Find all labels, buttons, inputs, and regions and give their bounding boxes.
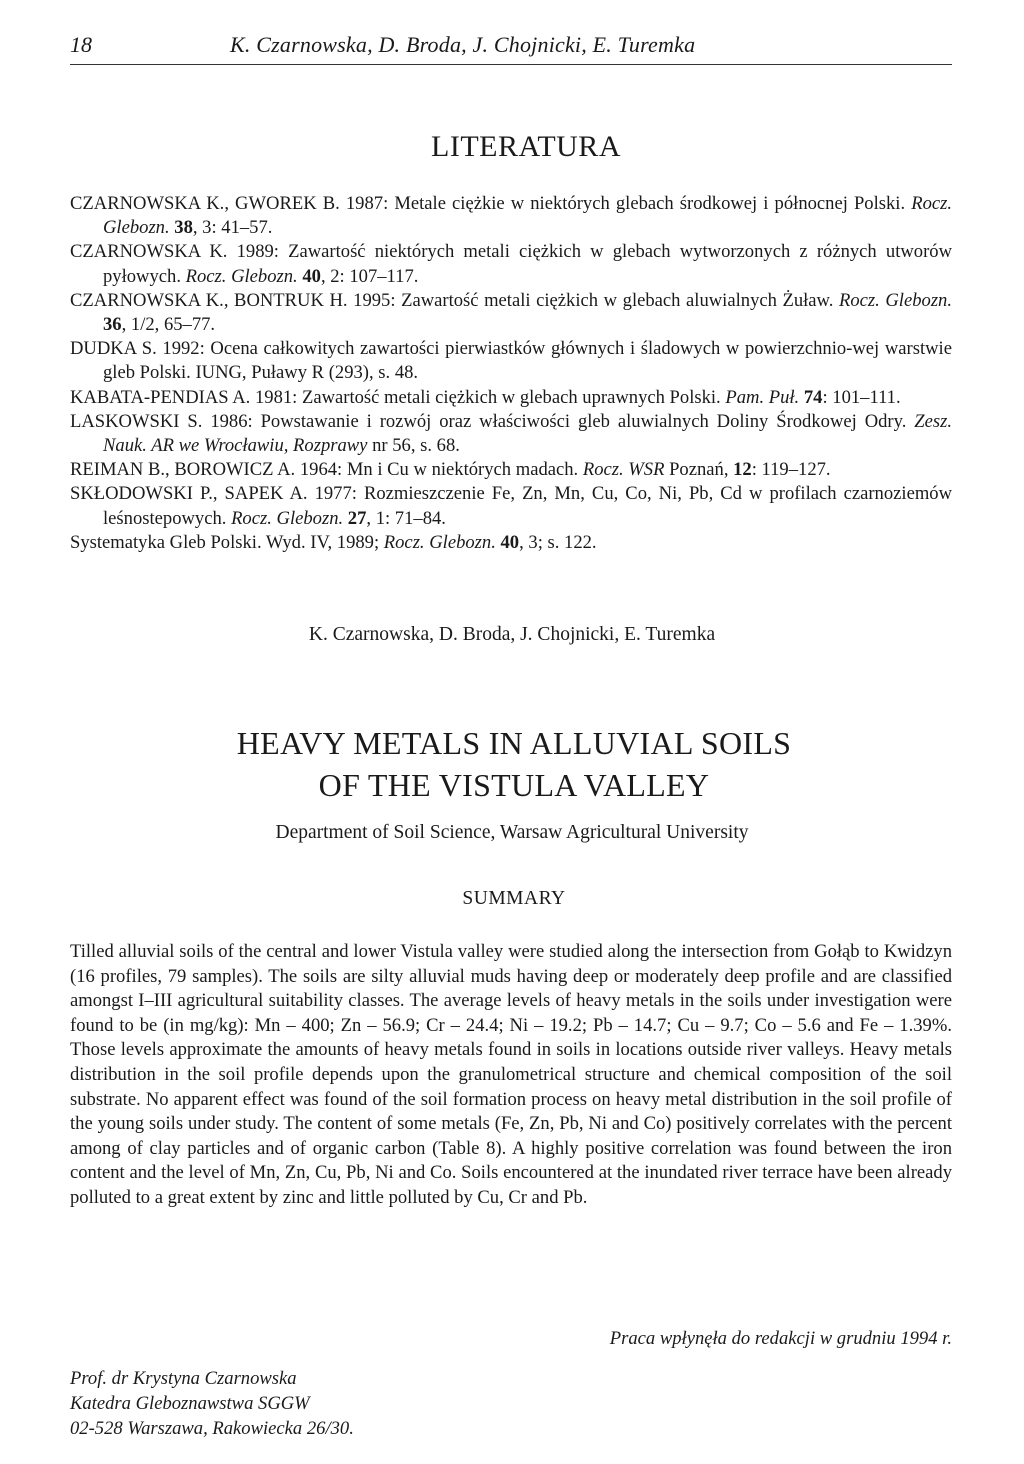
page-number: 18 (70, 32, 92, 57)
department: Department of Soil Science, Warsaw Agricultural University (275, 822, 749, 843)
reference-text: nr 56, s. 68. (367, 435, 460, 457)
reference-text: : 101–111. (822, 386, 901, 408)
journal-name: Zesz. Nauk. AR we Wrocławiu, Rozprawy (103, 410, 952, 457)
volume-number: 27 (347, 507, 367, 529)
reference-entry (70, 410, 952, 458)
reference-text: , 1: 71–84. (366, 507, 446, 529)
summary-paragraph: Tilled alluvial soils of the central and lower Vistula valley were studied along the intersection from Gołąb to Kwidzyn (16 profiles, 79 samples). The soils are silty alluvial muds having deep or moderately deep profile and are classified amongst I–III agricultural suitability classes. The average levels of heavy metals in the soils under investigation were found to be (in mg/kg): Mn – 400; Zn – 56.9; Cr – 24.4; Ni – 19.2; Pb – 14.7; Cu – 9.7; Co – 5.6 and Fe – 1.39%. Those levels approximate the amounts of heavy metals found in soils in locations outside river valleys. Heavy metals distribution in the soil profile depends upon the granulometrical structure and chemical composition of the soil substrate. No apparent effect was found of the soil formation process on heavy metal distribution in the soil profile of the young soils under study. The content of some metals (Fe, Zn, Pb, Ni and Co) positively correlates with the percent among of clay particles and of organic carbon (Table 8). A highly positive correlation was found between the iron content and the level of Mn, Zn, Cu, Pb, Ni and Co. Soils encountered at the inundated river terrace have been already polluted to a great extent by zinc and little polluted by Cu, Cr and Pb. (70, 941, 952, 1208)
reference-text: 1977: Rozmieszczenie Fe, Zn, Mn, Cu, Co, Ni, Pb, Cd w profilach czarnoziemów leśnostepowych. (103, 483, 953, 529)
journal-name: Rocz. Glebozn. (231, 507, 344, 529)
reference-authors: CZARNOWSKA K. (70, 241, 228, 263)
author-address (70, 1366, 354, 1441)
reference-entry (70, 240, 952, 288)
title-line-2: OF THE VISTULA VALLEY (318, 767, 710, 803)
journal-name: Rocz. WSR (582, 459, 665, 481)
article-title (0, 722, 1024, 806)
address-line-1: Prof. dr Krystyna Czarnowska (70, 1368, 297, 1389)
reference-text: 1992: Ocena całkowitych zawartości pierwiastków głównych i śladowych w powierzchnio-wej warstwie gleb Polski. IUNG, Puławy R (293), s. 48. (103, 338, 952, 384)
reference-list (70, 192, 952, 555)
reference-text: 1987: Metale ciężkie w niektórych glebach środkowej i północnej Polski. (339, 193, 912, 214)
reference-authors: SKŁODOWSKI P., SAPEK A. (70, 483, 308, 505)
journal-name: Rocz. Glebozn. (383, 531, 496, 553)
journal-name: Rocz. Glebozn. (839, 289, 953, 311)
address-line-3: 02-528 Warszawa, Rakowiecka 26/30. (70, 1418, 354, 1439)
literature-heading (0, 130, 1024, 164)
volume-number: 12 (733, 459, 752, 481)
reference-authors: REIMAN B., BOROWICZ A. (70, 459, 296, 481)
reference-entry (70, 386, 952, 410)
reference-text: , 1/2, 65–77. (121, 314, 216, 336)
reference-text: 1989: Zawartość niektórych metali ciężkich w glebach wytworzonych z różnych utworów pyłowych. (103, 241, 953, 287)
summary-body (70, 940, 952, 1211)
reference-authors: KABATA-PENDIAS A. (70, 386, 251, 408)
volume-number: 40 (302, 265, 321, 287)
journal-name: Rocz. Glebozn. (185, 265, 298, 287)
running-header (70, 30, 952, 65)
summary-heading-text: SUMMARY (462, 888, 566, 909)
reference-entry (70, 458, 952, 482)
reference-text: , 3; s. 122. (519, 531, 597, 553)
reference-text: 1986: Powstawanie i rozwój oraz właściwości gleb aluwialnych Doliny Środkowej Odry. (202, 410, 915, 432)
reference-entry (70, 192, 952, 240)
english-authors: K. Czarnowska, D. Broda, J. Chojnicki, E. Turemka (308, 624, 716, 645)
reference-text: , 2: 107–117. (320, 265, 419, 287)
reference-entry (70, 482, 952, 530)
volume-number: 36 (103, 314, 122, 336)
reference-text: 1995: Zawartość metali ciężkich w glebach aluwialnych Żuław. (347, 289, 840, 311)
reference-text: 1981: Zawartość metali ciężkich w glebach uprawnych Polski. (250, 386, 726, 408)
journal-name: Rocz. Glebozn. (103, 193, 953, 239)
volume-number: 40 (500, 531, 520, 553)
reference-authors: DUDKA S. (70, 338, 157, 360)
reference-authors: CZARNOWSKA K., GWOREK B. (70, 193, 340, 214)
reference-entry (70, 337, 952, 385)
journal-name: Pam. Puł. (725, 386, 800, 408)
volume-number: 74 (803, 386, 823, 408)
literature-heading-text: LITERATURA (431, 130, 621, 163)
reference-text: Poznań, (664, 459, 734, 481)
received-note: Praca wpłynęła do redakcji w grudniu 1994 r. (609, 1328, 952, 1349)
reference-authors: LASKOWSKI S. (70, 410, 203, 432)
running-title: K. Czarnowska, D. Broda, J. Chojnicki, E. Turemka (230, 32, 696, 57)
address-line-2: Katedra Gleboznawstwa SGGW (70, 1393, 310, 1414)
reference-authors: CZARNOWSKA K., BONTRUK H. (70, 289, 348, 311)
reference-entry (70, 289, 952, 337)
summary-heading (0, 888, 1024, 910)
volume-number: 38 (174, 217, 193, 239)
reference-text: Systematyka Gleb Polski. Wyd. IV, 1989; (70, 531, 384, 553)
reference-text: : 119–127. (751, 459, 831, 481)
title-line-1: HEAVY METALS IN ALLUVIAL SOILS (236, 725, 792, 761)
reference-text: 1964: Mn i Cu w niektórych madach. (295, 459, 583, 481)
reference-entry (70, 531, 952, 555)
reference-text: , 3: 41–57. (192, 217, 273, 239)
